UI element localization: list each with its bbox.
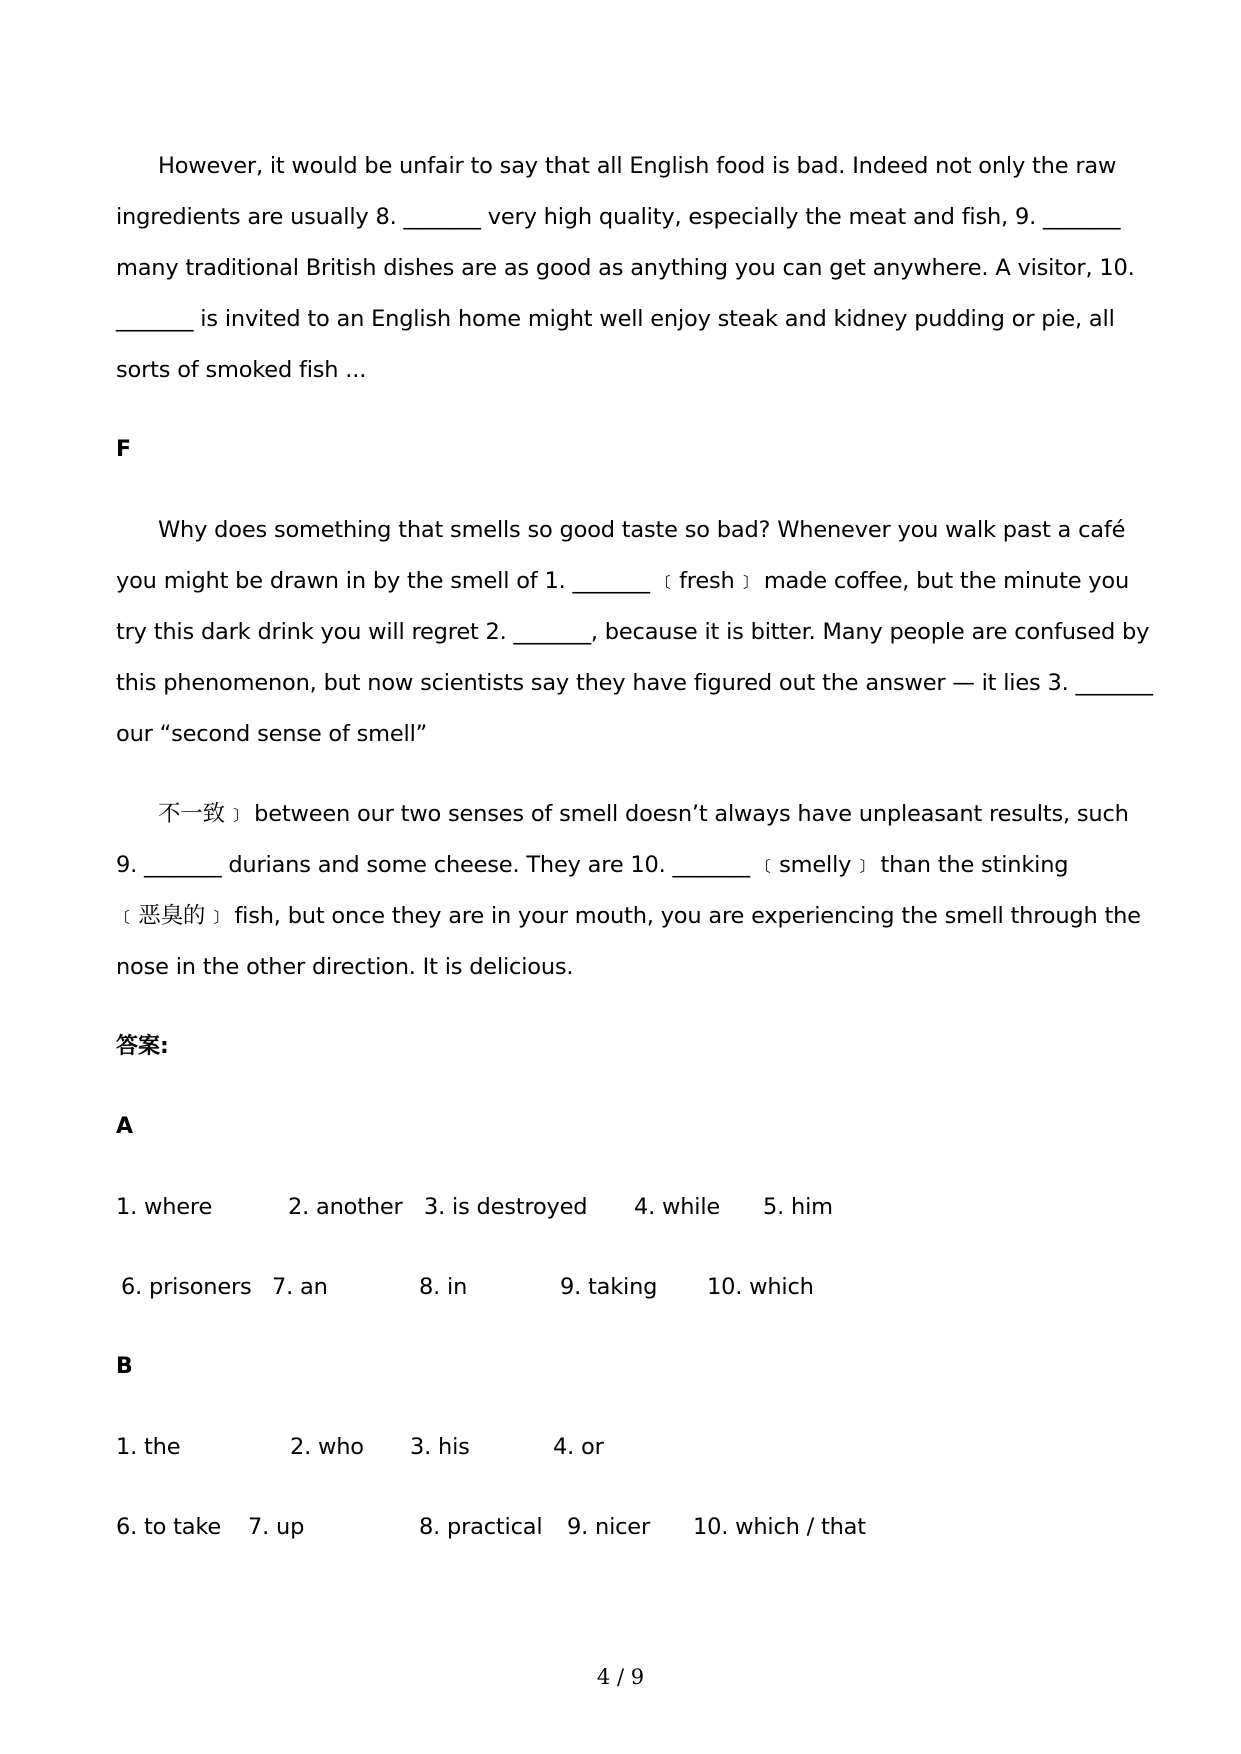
passage-line: However, it would be unfair to say that all English food is bad. Indeed not only the raw xyxy=(158,153,1117,179)
answer-item: 2. who xyxy=(290,1434,364,1460)
passage-line: Why does something that smells so good taste so bad? Whenever you walk past a café xyxy=(158,517,1126,543)
answers-heading-b: B xyxy=(116,1354,133,1379)
section-heading-f: F xyxy=(116,437,132,462)
answer-item: 1. where xyxy=(116,1194,213,1220)
passage-line: you might be drawn in by the smell of 1. _______ ﹝fresh﹞ made coffee, but the minute you xyxy=(116,568,1130,594)
answer-item: 2. another xyxy=(288,1194,403,1220)
passage-line: this phenomenon, but now scientists say they have figured out the answer — it lies 3. _______ xyxy=(116,670,1153,696)
passage-line: 不一致﹞ between our two senses of smell doesn’t always have unpleasant results, such xyxy=(158,801,1129,827)
answer-item: 10. which / that xyxy=(693,1514,866,1540)
answer-item: 4. while xyxy=(634,1194,721,1220)
passage-line: ingredients are usually 8. _______ very high quality, especially the meat and fish, 9. _______ xyxy=(116,204,1121,230)
answer-item: 10. which xyxy=(707,1274,814,1300)
passage-line: many traditional British dishes are as good as anything you can get anywhere. A visitor, 10. xyxy=(116,255,1135,281)
passage-line: _______ is invited to an English home might well enjoy steak and kidney pudding or pie, all xyxy=(116,306,1115,332)
answer-item: 5. him xyxy=(763,1194,833,1220)
answer-item: 6. prisoners xyxy=(121,1274,252,1300)
answer-item: 8. in xyxy=(419,1274,468,1300)
answers-heading: 答案: xyxy=(116,1034,169,1059)
answer-item: 6. to take xyxy=(116,1514,222,1540)
answer-item: 1. the xyxy=(116,1434,181,1460)
answer-item: 8. practical xyxy=(419,1514,543,1540)
page-number: 4 / 9 xyxy=(596,1665,645,1689)
passage-line: sorts of smoked fish ... xyxy=(116,357,367,383)
passage-line: 9. _______ durians and some cheese. They are 10. _______ ﹝smelly﹞ than the stinking xyxy=(116,852,1069,878)
answer-item: 7. up xyxy=(248,1514,305,1540)
answer-item: 7. an xyxy=(272,1274,328,1300)
passage-line: ﹝恶臭的﹞ fish, but once they are in your mouth, you are experiencing the smell through the xyxy=(116,903,1141,929)
answer-item: 9. taking xyxy=(560,1274,658,1300)
passage-line: nose in the other direction. It is delicious. xyxy=(116,954,574,980)
answer-item: 4. or xyxy=(553,1434,604,1460)
answers-heading-a: A xyxy=(116,1114,134,1139)
answer-item: 9. nicer xyxy=(567,1514,650,1540)
answer-item: 3. is destroyed xyxy=(424,1194,588,1220)
passage-line: our “second sense of smell” xyxy=(116,721,428,747)
passage-line: try this dark drink you will regret 2. _______, because it is bitter. Many people are confused by xyxy=(116,619,1150,645)
answer-item: 3. his xyxy=(410,1434,470,1460)
